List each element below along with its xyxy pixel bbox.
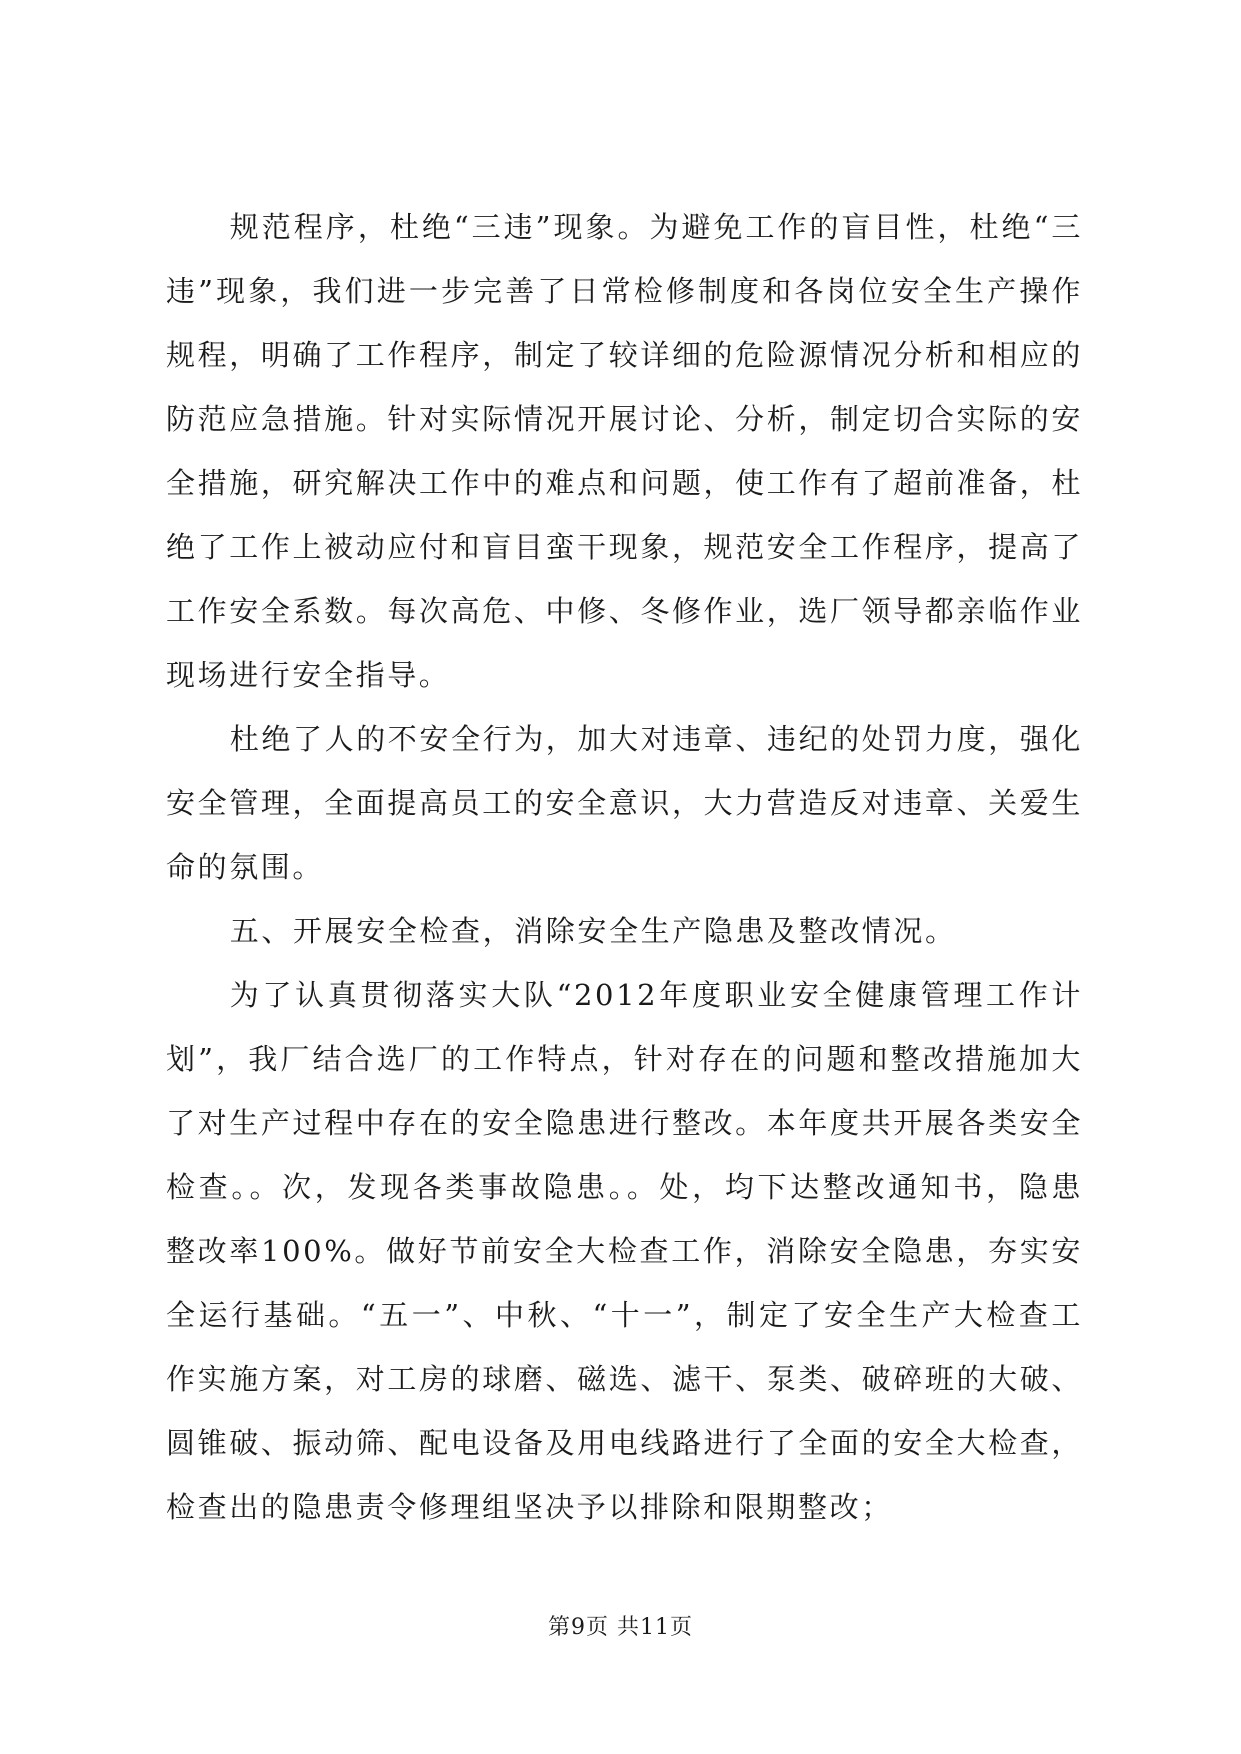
- paragraph-standardize-procedures: 规范程序，杜绝“三违”现象。为避免工作的盲目性，杜绝“三违”现象，我们进一步完善了日常检修制度和各岗位安全生产操作规程，明确了工作程序，制定了较详细的危险源情况分析和相应的防范应急措施。针对实际情况开展讨论、分析，制定切合实际的安全措施，研究解决工作中的难点和问题，使工作有了超前准备，杜绝了工作上被动应付和盲目蛮干现象，规范安全工作程序，提高了工作安全系数。每次高危、中修、冬修作业，选厂领导都亲临作业现场进行安全指导。: [166, 210, 1083, 692]
- paragraph-safety-inspection: 为了认真贯彻落实大队“2012年度职业安全健康管理工作计划”，我厂结合选厂的工作特点，针对存在的问题和整改措施加大了对生产过程中存在的安全隐患进行整改。本年度共开展各类安全检查。。次，发现各类事故隐患。。处，均下达整改通知书，隐患整改率100%。做好节前安全大检查工作，消除安全隐患，夯实安全运行基础。“五一”、中秋、“十一”，制定了安全生产大检查工作实施方案，对工房的球磨、磁选、滤干、泵类、破碎班的大破、圆锥破、振动筛、配电设备及用电线路进行了全面的安全大检查，检查出的隐患责令修理组坚决予以排除和限期整改；: [166, 978, 1083, 1524]
- paragraph-unsafe-behavior: 杜绝了人的不安全行为，加大对违章、违纪的处罚力度，强化安全管理，全面提高员工的安全意识，大力营造反对违章、关爱生命的氛围。: [166, 722, 1083, 884]
- paragraph-section-five-heading: 五、开展安全检查，消除安全生产隐患及整改情况。: [229, 914, 957, 948]
- document-body: [166, 195, 1083, 1539]
- page-footer: 第9页 共11页: [548, 1615, 693, 1640]
